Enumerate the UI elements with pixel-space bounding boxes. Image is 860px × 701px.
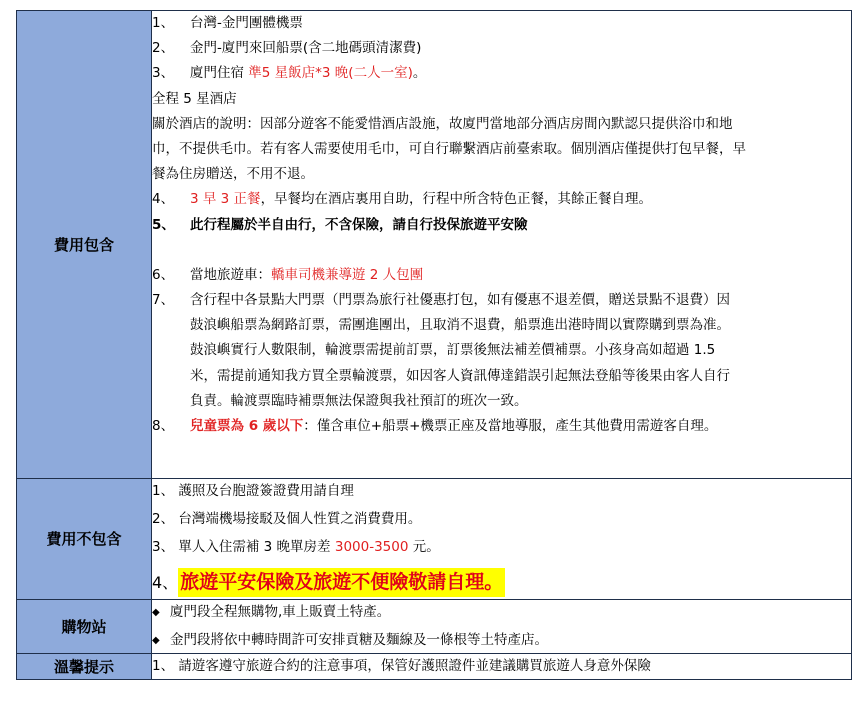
excluded-content [152, 479, 852, 600]
hotel-note-line: 巾，不提供毛巾。若有客人需要使用毛巾，可自行聯繫酒店前臺索取。個別酒店僅提供打包早餐，早 [152, 141, 746, 158]
list-item: 3、 廈門住宿 準5 星飯店*3 晚(二人一室)。 [152, 65, 427, 82]
itinerary-info-sheet [16, 10, 852, 680]
excluded-label: 費用不包含 [17, 479, 152, 600]
hotel-note-line: 關於酒店的說明：因部分遊客不能愛惜酒店設施，故廈門當地部分酒店房間內默認只提供浴巾和地 [152, 115, 733, 132]
list-item: 7、 含行程中各景點大門票（門票為旅行社優惠打包，如有優惠不退差價，贈送景點不退費）因 [152, 292, 730, 309]
included-content [152, 11, 852, 479]
list-item: ◆ 廈門段全程無購物,車上販賣土特產。 [152, 600, 851, 625]
list-item-continuation: 米，需提前通知我方買全票輪渡票，如因客人資訊傳達錯誤引起無法登船等後果由客人自行 [190, 367, 730, 384]
list-item: 6、 當地旅遊車：轎車司機兼導遊 2 人包團 [152, 266, 424, 283]
insurance-highlight: 旅遊平安保險及旅遊不便險敬請自理。 [178, 568, 505, 597]
list-item: 4、 3 早 3 正餐，早餐均在酒店裏用自助，行程中所含特色正餐，其餘正餐自理。 [152, 191, 653, 208]
diamond-bullet-icon: ◆ [152, 606, 160, 618]
reminder-content [152, 654, 852, 680]
list-item: 2、 台灣端機場接駁及個人性質之消費費用。 [152, 511, 422, 528]
excluded-row [17, 479, 852, 600]
list-item-continuation: 負責。輪渡票臨時補票無法保證與我社預訂的班次一致。 [190, 392, 528, 409]
list-item: ◆ 金門段將依中轉時間許可安排貢糖及麵線及一條根等土特產店。 [152, 628, 851, 653]
list-item-continuation: 鼓浪嶼船票為網路訂票，需團進團出，且取消不退費，船票進出港時間以實際購到票為准。 [190, 317, 730, 334]
list-item: 8、 兒童票為 6 歲以下：僅含車位+船票+機票正座及當地導服，產生其他費用需遊客自理。 [152, 418, 718, 435]
reminder-text: 1、 請遊客遵守旅遊合約的注意事項，保管好護照證件並建議購買旅遊人身意外保險 [152, 658, 651, 675]
shopping-label: 購物站 [17, 599, 152, 653]
list-item-continuation: 鼓浪嶼實行人數限制，輪渡票需提前訂票，訂票後無法補差價補票。小孩身高如超過 1.5 [190, 342, 716, 359]
included-row [17, 11, 852, 479]
list-item: 1、 台灣-金門團體機票 [152, 15, 303, 31]
hotel-heading: 全程 5 星酒店 [152, 90, 237, 107]
hotel-highlight: 準5 星飯店*3 晚(二人一室) [248, 65, 413, 82]
meals-highlight: 3 早 3 正餐 [190, 191, 261, 208]
shopping-content [152, 599, 852, 653]
vehicle-highlight: 轎車司機兼導遊 2 人包團 [271, 266, 424, 283]
diamond-bullet-icon: ◆ [152, 634, 160, 646]
list-item: 4、 旅遊平安保險及旅遊不便險敬請自理。 [152, 567, 851, 599]
hotel-note-line: 餐為住房贈送，不用不退。 [152, 166, 314, 183]
list-item: 5、 此行程屬於半自由行，不含保險，請自行投保旅遊平安險 [152, 216, 528, 233]
child-ticket-highlight: 兒童票為 6 歲以下 [190, 418, 304, 435]
list-item: 3、 單人入住需補 3 晚單房差 3000-3500 元。 [152, 539, 440, 556]
spacer [152, 238, 851, 263]
single-supplement-highlight: 3000-3500 [334, 539, 409, 556]
reminder-label: 溫馨提示 [17, 654, 152, 680]
fee-table [16, 10, 852, 680]
list-item: 2、 金門-廈門來回船票(含二地碼頭清潔費) [152, 40, 422, 57]
shopping-row [17, 599, 852, 653]
included-label: 費用包含 [17, 11, 152, 479]
list-item: 1、 護照及台胞證簽證費用請自理 [152, 483, 354, 499]
reminder-row [17, 654, 852, 680]
